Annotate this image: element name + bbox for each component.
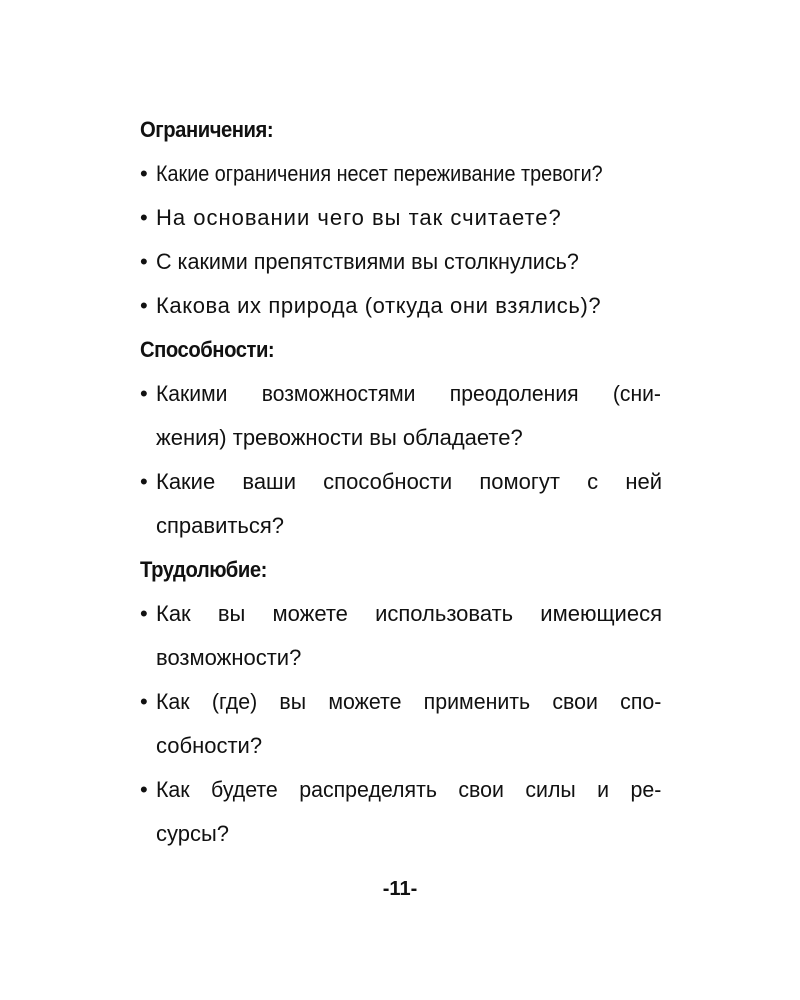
page-content: [140, 108, 662, 856]
bullet: •: [140, 249, 148, 274]
list-item-text: С какими препятствиями вы столкнулись?: [156, 249, 579, 274]
list-item: [140, 592, 662, 680]
list-item-text: Какие ваши способности помогут с ней: [156, 469, 662, 494]
list-item: [140, 460, 662, 548]
list-item-text: сурсы?: [156, 821, 230, 846]
list-item-text: Какие ограничения несет переживание тревоги?: [156, 161, 603, 186]
section-heading: Ограничения:: [140, 117, 274, 142]
list-item: [140, 680, 662, 768]
bullet: •: [140, 293, 148, 318]
list-item-text: жения) тревожности вы обладаете?: [156, 425, 523, 450]
bullet: •: [140, 689, 148, 714]
page-number: -11-: [382, 878, 418, 900]
section-heading: Способности:: [140, 337, 275, 362]
list-item: [140, 196, 662, 240]
list-item-text: Как вы можете использовать имеющиеся: [156, 601, 662, 626]
list-item-text: справиться?: [156, 513, 285, 538]
bullet: •: [140, 469, 148, 494]
list-item-text: возможности?: [156, 645, 302, 670]
list-item: [140, 372, 662, 460]
list-item-text: Как (где) вы можете применить свои спо-: [156, 689, 662, 714]
list-item-text: На основании чего вы так считаете?: [156, 205, 562, 230]
bullet: •: [140, 601, 148, 626]
bullet: •: [140, 161, 148, 186]
list-item-text: Какова их природа (откуда они взялись)?: [156, 293, 602, 318]
list-item: [140, 240, 662, 284]
bullet: •: [140, 777, 148, 802]
list-item: [140, 152, 662, 196]
list-item: [140, 768, 662, 856]
list-item: [140, 284, 662, 328]
section-heading: Трудолюбие:: [140, 557, 267, 582]
list-item-text: собности?: [156, 733, 263, 758]
list-item-text: Какими возможностями преодоления (сни-: [156, 381, 661, 406]
bullet: •: [140, 381, 148, 406]
list-item-text: Как будете распределять свои силы и ре-: [156, 777, 662, 802]
bullet: •: [140, 205, 148, 230]
